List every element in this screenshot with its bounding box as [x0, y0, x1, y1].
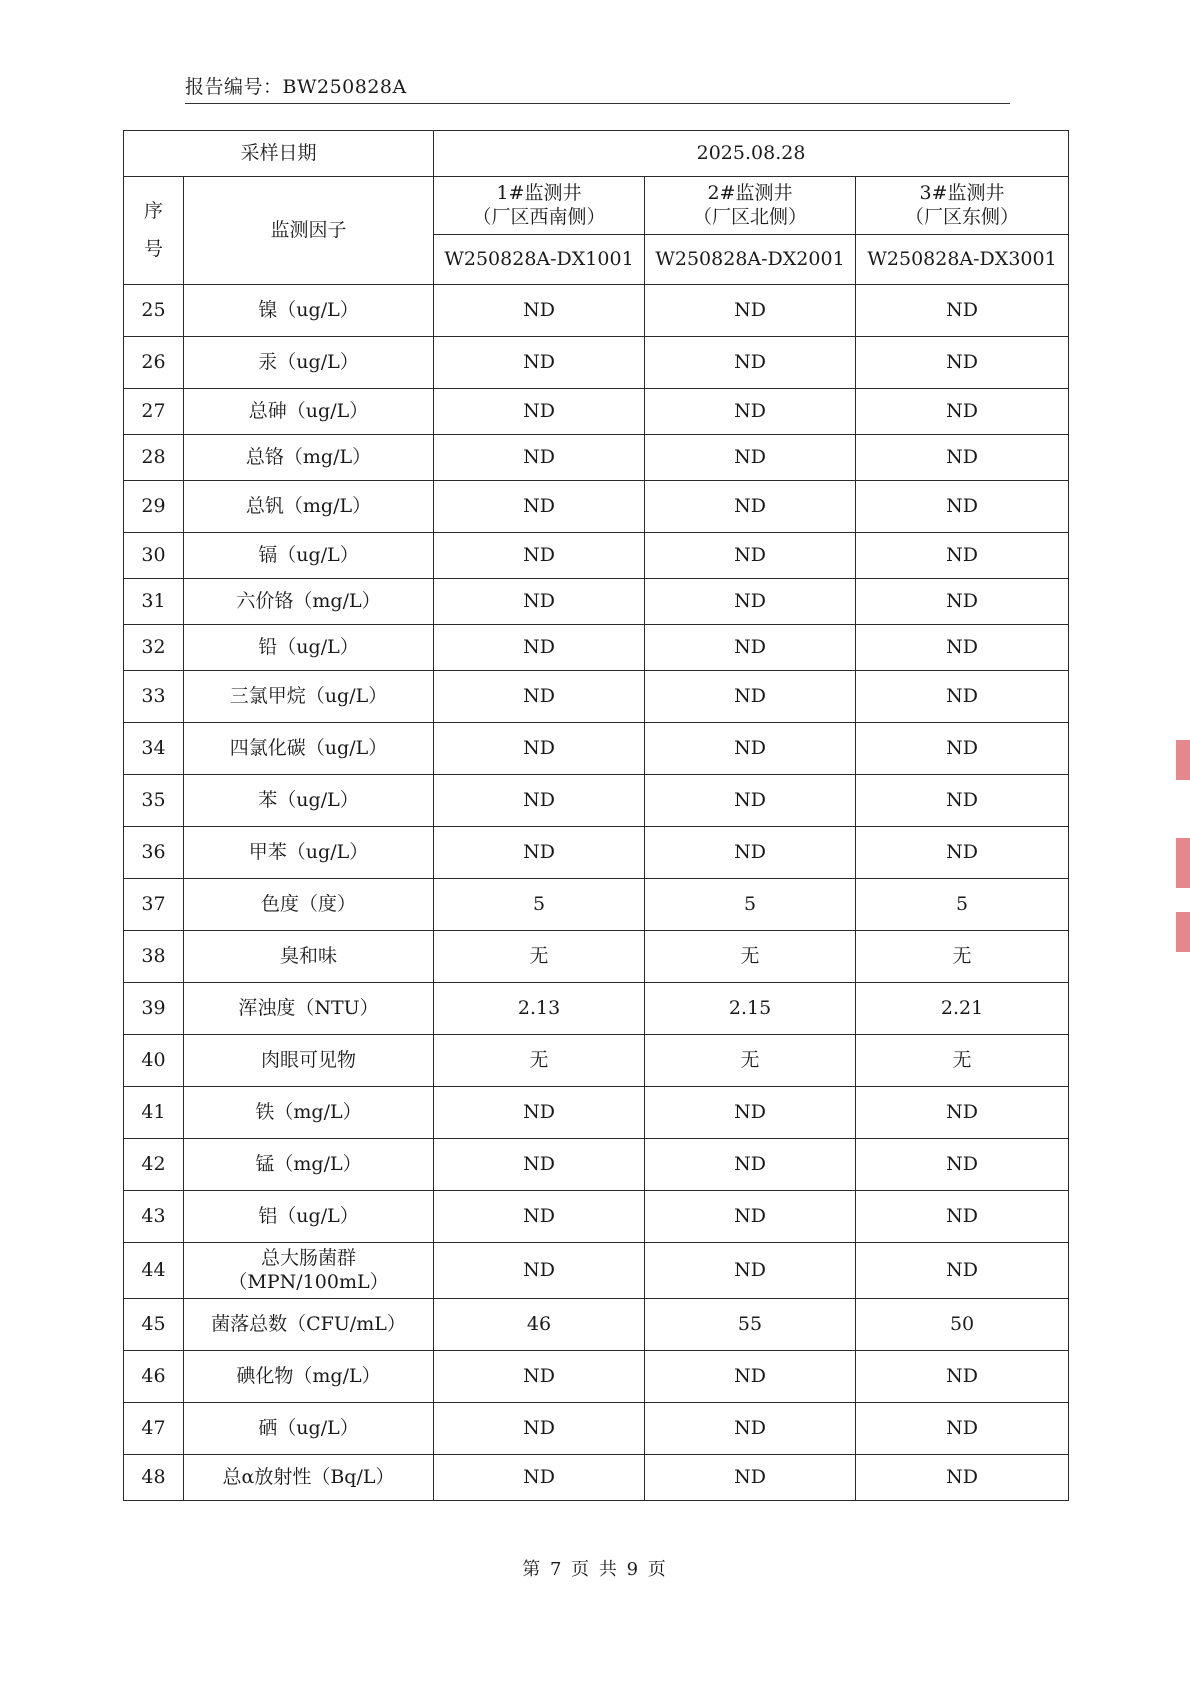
- row-factor-line: （MPN/100mL）: [228, 1270, 389, 1293]
- row-value-well-2: ND: [645, 671, 856, 723]
- row-value-well-2: ND: [645, 1191, 856, 1243]
- page-number: 第 7 页 共 9 页: [522, 1559, 668, 1580]
- table-row: [124, 1243, 1069, 1299]
- row-value-well-3: 5: [856, 879, 1069, 931]
- table-row: [124, 879, 1069, 931]
- factor-header: 监测因子: [184, 177, 434, 285]
- row-value-well-3: ND: [856, 285, 1069, 337]
- row-factor: 铝（ug/L）: [184, 1191, 434, 1243]
- row-value-well-1: ND: [434, 1351, 645, 1403]
- index-header-line-1: 序: [143, 199, 163, 222]
- row-factor: 汞（ug/L）: [184, 337, 434, 389]
- row-factor: 硒（ug/L）: [184, 1403, 434, 1455]
- row-value-well-1: 2.13: [434, 983, 645, 1035]
- row-factor: 肉眼可见物: [184, 1035, 434, 1087]
- well-1-location: （厂区西南侧）: [472, 205, 606, 228]
- row-index: 48: [124, 1455, 184, 1501]
- row-value-well-1: ND: [434, 1243, 645, 1299]
- row-index: 46: [124, 1351, 184, 1403]
- row-value-well-1: ND: [434, 285, 645, 337]
- row-value-well-2: 5: [645, 879, 856, 931]
- report-number: 报告编号：BW250828A: [185, 72, 1010, 104]
- well-2-header: [645, 177, 856, 235]
- row-factor: 臭和味: [184, 931, 434, 983]
- row-index: 32: [124, 625, 184, 671]
- row-value-well-2: ND: [645, 337, 856, 389]
- well-3-header: [856, 177, 1069, 235]
- row-factor: 镍（ug/L）: [184, 285, 434, 337]
- well-2-location: （厂区北侧）: [693, 205, 808, 228]
- row-value-well-2: ND: [645, 1243, 856, 1299]
- row-value-well-1: ND: [434, 775, 645, 827]
- row-value-well-3: 50: [856, 1299, 1069, 1351]
- row-index: 30: [124, 533, 184, 579]
- row-factor: 总砷（ug/L）: [184, 389, 434, 435]
- table-row: [124, 1035, 1069, 1087]
- row-factor: 镉（ug/L）: [184, 533, 434, 579]
- sampling-date-value: 2025.08.28: [434, 131, 1069, 177]
- row-value-well-2: 2.15: [645, 983, 856, 1035]
- row-value-well-3: ND: [856, 775, 1069, 827]
- seal-edge-mark: [1176, 912, 1190, 952]
- row-index: 31: [124, 579, 184, 625]
- row-value-well-1: ND: [434, 827, 645, 879]
- table-row: [124, 533, 1069, 579]
- row-value-well-2: ND: [645, 579, 856, 625]
- row-value-well-2: ND: [645, 389, 856, 435]
- row-index: 25: [124, 285, 184, 337]
- row-value-well-2: ND: [645, 481, 856, 533]
- table-row: [124, 775, 1069, 827]
- row-value-well-2: ND: [645, 533, 856, 579]
- row-value-well-1: ND: [434, 435, 645, 481]
- row-value-well-1: ND: [434, 1455, 645, 1501]
- row-index: 42: [124, 1139, 184, 1191]
- row-index: 29: [124, 481, 184, 533]
- table-row: [124, 1087, 1069, 1139]
- row-factor: 碘化物（mg/L）: [184, 1351, 434, 1403]
- row-value-well-3: ND: [856, 579, 1069, 625]
- row-value-well-2: ND: [645, 1087, 856, 1139]
- row-value-well-1: ND: [434, 723, 645, 775]
- table-row: [124, 1403, 1069, 1455]
- row-index: 35: [124, 775, 184, 827]
- row-value-well-1: 46: [434, 1299, 645, 1351]
- table-row: [124, 671, 1069, 723]
- row-value-well-3: ND: [856, 723, 1069, 775]
- row-value-well-3: ND: [856, 389, 1069, 435]
- well-3-location: （厂区东侧）: [905, 205, 1020, 228]
- row-factor: 铁（mg/L）: [184, 1087, 434, 1139]
- monitoring-results-table: [123, 130, 1069, 1501]
- table-row: [124, 1351, 1069, 1403]
- row-value-well-3: ND: [856, 1351, 1069, 1403]
- index-header-line-2: 号: [143, 237, 163, 260]
- row-factor: 甲苯（ug/L）: [184, 827, 434, 879]
- row-value-well-1: ND: [434, 671, 645, 723]
- row-index: 37: [124, 879, 184, 931]
- row-index: 44: [124, 1243, 184, 1299]
- row-value-well-1: ND: [434, 1139, 645, 1191]
- row-value-well-2: ND: [645, 435, 856, 481]
- row-value-well-3: ND: [856, 1139, 1069, 1191]
- row-value-well-1: ND: [434, 625, 645, 671]
- row-value-well-1: ND: [434, 533, 645, 579]
- row-index: 27: [124, 389, 184, 435]
- row-index: 47: [124, 1403, 184, 1455]
- row-value-well-3: ND: [856, 435, 1069, 481]
- row-value-well-3: ND: [856, 337, 1069, 389]
- row-value-well-3: ND: [856, 1455, 1069, 1501]
- row-factor: 苯（ug/L）: [184, 775, 434, 827]
- row-value-well-3: ND: [856, 827, 1069, 879]
- table-row: [124, 579, 1069, 625]
- row-value-well-3: 2.21: [856, 983, 1069, 1035]
- row-value-well-1: ND: [434, 1191, 645, 1243]
- row-value-well-2: 无: [645, 931, 856, 983]
- row-factor: 浑浊度（NTU）: [184, 983, 434, 1035]
- table-row: [124, 723, 1069, 775]
- row-value-well-3: ND: [856, 481, 1069, 533]
- row-index: 40: [124, 1035, 184, 1087]
- row-value-well-3: ND: [856, 1087, 1069, 1139]
- table-body: [124, 131, 1069, 1501]
- row-index: 26: [124, 337, 184, 389]
- row-factor: 总α放射性（Bq/L）: [184, 1455, 434, 1501]
- row-value-well-1: 无: [434, 1035, 645, 1087]
- well-3-code: W250828A-DX3001: [856, 235, 1069, 285]
- row-value-well-1: ND: [434, 481, 645, 533]
- well-2-code: W250828A-DX2001: [645, 235, 856, 285]
- well-1-name: 1#监测井: [496, 181, 582, 204]
- table-row: [124, 1139, 1069, 1191]
- table-row: [124, 625, 1069, 671]
- row-value-well-3: ND: [856, 533, 1069, 579]
- row-index: 39: [124, 983, 184, 1035]
- row-value-well-1: ND: [434, 1087, 645, 1139]
- table-row: [124, 389, 1069, 435]
- row-value-well-3: ND: [856, 1403, 1069, 1455]
- well-1-code: W250828A-DX1001: [434, 235, 645, 285]
- row-factor-line: 总大肠菌群: [261, 1246, 357, 1269]
- seal-edge-mark: [1176, 740, 1190, 780]
- row-value-well-1: ND: [434, 389, 645, 435]
- index-header: [124, 177, 184, 285]
- row-value-well-2: ND: [645, 625, 856, 671]
- row-value-well-1: ND: [434, 579, 645, 625]
- well-1-header: [434, 177, 645, 235]
- row-value-well-2: ND: [645, 1139, 856, 1191]
- row-index: 33: [124, 671, 184, 723]
- row-value-well-1: 5: [434, 879, 645, 931]
- row-index: 45: [124, 1299, 184, 1351]
- row-index: 34: [124, 723, 184, 775]
- table-row: [124, 1455, 1069, 1501]
- well-name-row: [124, 177, 1069, 235]
- row-value-well-1: ND: [434, 1403, 645, 1455]
- table-row: [124, 1191, 1069, 1243]
- row-value-well-1: ND: [434, 337, 645, 389]
- table-row: [124, 337, 1069, 389]
- row-value-well-3: ND: [856, 671, 1069, 723]
- row-factor: 铅（ug/L）: [184, 625, 434, 671]
- table-row: [124, 983, 1069, 1035]
- row-value-well-2: ND: [645, 723, 856, 775]
- row-value-well-3: 无: [856, 931, 1069, 983]
- row-index: 28: [124, 435, 184, 481]
- row-value-well-3: ND: [856, 1243, 1069, 1299]
- row-factor: 锰（mg/L）: [184, 1139, 434, 1191]
- row-value-well-2: ND: [645, 827, 856, 879]
- row-value-well-3: ND: [856, 625, 1069, 671]
- sampling-date-row: [124, 131, 1069, 177]
- row-index: 41: [124, 1087, 184, 1139]
- row-value-well-2: ND: [645, 1455, 856, 1501]
- seal-edge-mark: [1176, 838, 1190, 888]
- table-row: [124, 931, 1069, 983]
- row-factor: 三氯甲烷（ug/L）: [184, 671, 434, 723]
- row-factor: 总铬（mg/L）: [184, 435, 434, 481]
- row-value-well-2: ND: [645, 285, 856, 337]
- row-value-well-3: 无: [856, 1035, 1069, 1087]
- row-value-well-2: 55: [645, 1299, 856, 1351]
- table-row: [124, 481, 1069, 533]
- table-row: [124, 285, 1069, 337]
- well-2-name: 2#监测井: [707, 181, 793, 204]
- table-row: [124, 1299, 1069, 1351]
- row-factor: 色度（度）: [184, 879, 434, 931]
- table-row: [124, 827, 1069, 879]
- row-value-well-2: ND: [645, 1403, 856, 1455]
- row-factor: 六价铬（mg/L）: [184, 579, 434, 625]
- row-factor: [184, 1243, 434, 1299]
- sampling-date-label: 采样日期: [124, 131, 434, 177]
- row-value-well-3: ND: [856, 1191, 1069, 1243]
- row-value-well-2: ND: [645, 775, 856, 827]
- row-index: 43: [124, 1191, 184, 1243]
- well-3-name: 3#监测井: [919, 181, 1005, 204]
- row-factor: 总钒（mg/L）: [184, 481, 434, 533]
- row-index: 36: [124, 827, 184, 879]
- row-factor: 菌落总数（CFU/mL）: [184, 1299, 434, 1351]
- row-value-well-1: 无: [434, 931, 645, 983]
- row-factor: 四氯化碳（ug/L）: [184, 723, 434, 775]
- row-value-well-2: ND: [645, 1351, 856, 1403]
- row-value-well-2: 无: [645, 1035, 856, 1087]
- row-index: 38: [124, 931, 184, 983]
- table-row: [124, 435, 1069, 481]
